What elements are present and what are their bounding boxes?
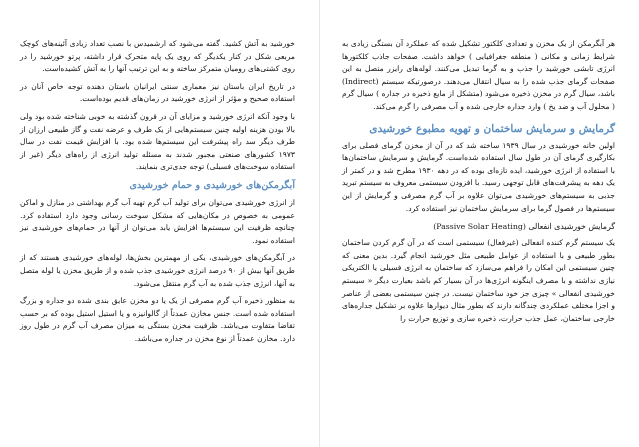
right-subheading: گرمایش خورشیدی انفعالی (Passive Solar Heating) [433,222,615,232]
left-paragraph-1: خورشید به آتش کشید. گفته می‌شود که ارشمیدس با نصب تعداد زیادی آئینه‌های کوچک مربعی شکل در کنار یکدیگر که روی یک پایه متحرک قرار داشته، پرتو خورشید را در روی کشتی‌های رومیان متمرکز ساخته و به این ترتیب آنها را به آتش کشیده‌است. [20,39,295,74]
left-paragraph-4: از انرژی خورشیدی می‌توان برای تولید آب گرم تهیه آب گرم بهداشتی در منازل و اماکن عمومی به خصوص در مکان‌هایی که مشکل سوخت رسانی وجود دارد استفاده کرد. چنانچه ظرفیت این سیستم‌ها افزایش یابد می‌توان از آنها در حمام‌های خورشیدی نیز استفاده نمود. [20,197,295,245]
left-paragraph-2: در تاریخ ایران باستان نیز معماری سنتی ایرانیان باستان دهنده توجه خاص آنان در استفاده صحیح و مؤثر از انرژی خورشید در زمان‌های قدیم بوده‌است. [20,81,295,104]
right-section-heading: گرمایش و سرمایش ساختمان و تهویه مطبوع خورشیدی [369,122,615,135]
left-paragraph-3: با وجود آنکه انرژی خورشید و مزایای آن در قرون گذشته به خوبی شناخته شده بود ولی بالا بودن هزینه اولیه چنین سیستم‌هایی از یک طرف و عرضه نفت و گاز طبیعی ارزان از طرف دیگر سد راه پیشرفت این سیستم‌ها شده بود. با افزایش قیمت نفت در سال ۱۹۷۳ کشورهای صنعتی مجبور شدند به مسئله تولید انرژی از راه‌های دیگر (غیر از استفاده سوخت‌های فسیلی) توجه جدی‌تری بنمایند. [20,111,295,172]
left-paragraph-6: به منظور ذخیره آب گرم مصرفی از یک یا دو مخزن عایق بندی شده دو جداره و بزرگ استفاده شده است. جنس مخازن عمدتاً از گالوانیزه و یا استیل استیل بوده که بر حسب تقاضا متفاوت می‌باشد. ظرفیت مخزن بستگی به میزان مصرف آب گرم در طول روز دارد. مخازن عمدتاً از نوع مخزن در جداره می‌باشد. [20,296,295,343]
left-page [0,0,319,447]
left-paragraph-5: در آبگرمکن‌های خورشیدی، یکی از مهمترین بخش‌ها، لوله‌های خورشیدی هستند که از طریق آنها بیش از ۹۰ درصد انرژی خورشیدی جذب شده و از طریق مخزن یا لوله متصل به آنها، انرژی جذب شده به آب گرم منتقل می‌شود. [20,253,295,288]
left-section-heading: آبگرمکن‌های خورشیدی و حمام خورشیدی [129,179,295,191]
right-paragraph-1: هر آبگرمکن از یک مخزن و تعدادی کلکتور تشکیل شده که عملکرد آن بستگی زیادی به شرایط زمانی و مکانی ( منطقه جغرافیایی ) خواهد داشت. صفحات جاذب کلکتورها انرژی تابشی خورشید را جذب و به گرما تبدیل می‌کنند. لوله‌های رایزر متصل به این صفحات گرمای جذب شده را به سیال انتقال می‌دهند. درصورتیکه سیستم (Indirect) باشد، سیال گرم در مخزن ذخیره می‌شود (متشکل از مایع ذخیره در جداره ) سیال گرم ( محلول آب و ضد یخ ) وارد جداره خارجی شده و آب مصرفی را گرم می‌کند. [342,39,615,111]
right-page [320,0,639,447]
right-paragraph-3: یک سیستم گرم کننده انفعالی (غیرفعال) سیستمی است که در آن گرم کردن ساختمان بطور طبیعی و با استفاده از عوامل طبیعی مثل خورشید انجام گیرد. بدین معنی که چنین سیستمی این امکان را فراهم می‌سازد که ساختمان به انرژی فسیلی یا الکتریکی نیازی نداشته و با مصرف اینگونه انرژی‌ها در آن بسیار کم باشد بعبارت دیگر « سیستم خورشیدی انفعالی » چیزی جز خود ساختمان نیست. در چنین سیستمی بعضی از عناصر و اجزا مختلف عملکردی چندگانه دارند که بطور مثال دیوارها علاوه بر تشکیل جداره‌های خارجی ساختمان، عمل جذب حرارت، ذخیره سازی و توزیع حرارت را [342,238,615,323]
right-paragraph-2: اولین خانه خورشیدی در سال ۱۹۳۹ ساخته شد که در آن از مخزن گرمای فصلی برای بکارگیری گرمای آن در طول سال استفاده شده‌است. گرمایش و سرمایش ساختمان‌ها با استفاده از انرژی خورشید، ایده تازه‌ای بوده که در دهه ۱۹۳۰ مطرح شد و در کمتر از یک دهه به پیشرفت‌های قابل توجهی رسید. با افزودن سیستمی معروف به سیستم تبرید جذبی به سیستم‌های خورشیدی می‌توان علاوه بر آب گرم مصرفی و گرمایش از این سیستم‌ها در فصول گرما برای سرمایش ساختمان نیز استفاده کرد. [342,140,616,213]
